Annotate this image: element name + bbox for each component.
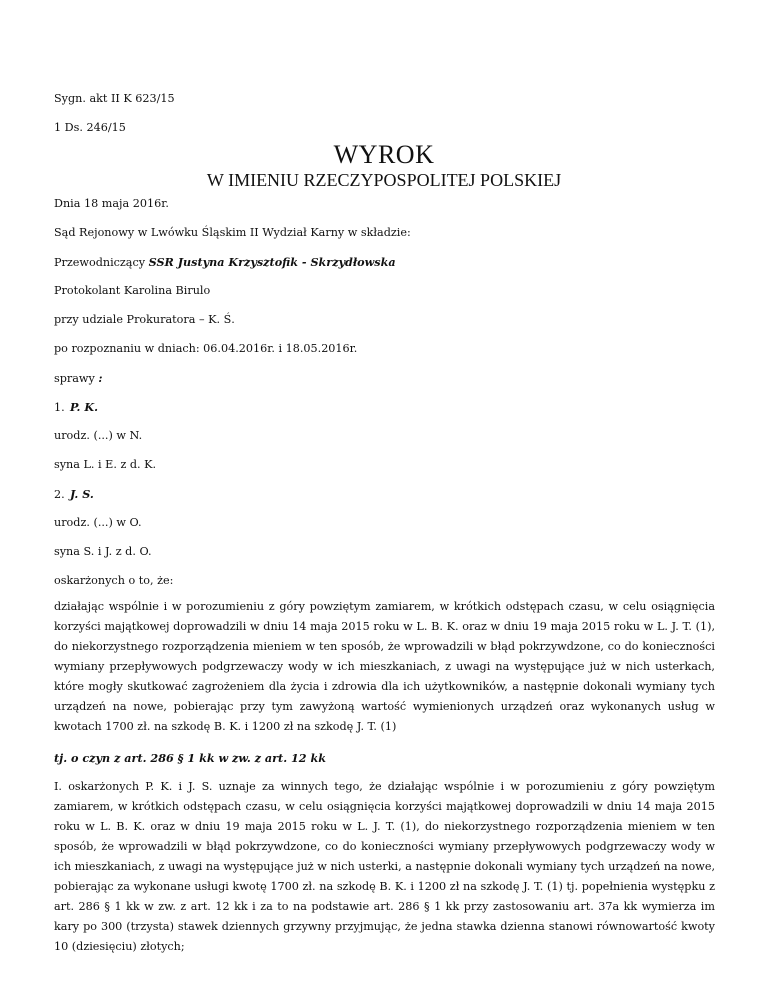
cases-label: sprawy bbox=[54, 372, 99, 385]
legal-qualification: tj. o czyn z art. 286 § 1 kk w zw. z art. 12 kk bbox=[54, 751, 326, 765]
ds-number: 1 Ds. 246/15 bbox=[54, 121, 126, 134]
defendant-2-header bbox=[54, 487, 94, 502]
date-line: Dnia 18 maja 2016r. bbox=[54, 197, 169, 210]
defendant-number: 2. bbox=[54, 488, 65, 501]
document-title: WYROK bbox=[333, 140, 435, 169]
chair-prefix: Przewodniczący bbox=[54, 256, 149, 269]
chair-line bbox=[54, 255, 396, 270]
case-signature: Sygn. akt II K 623/15 bbox=[54, 92, 175, 105]
defendant-2-born: urodz. (...) w O. bbox=[54, 516, 142, 529]
defendant-name: P. K. bbox=[70, 400, 98, 414]
accused-line: oskarżonych o to, że: bbox=[54, 574, 174, 587]
defendant-number: 1. bbox=[54, 401, 65, 414]
prosecutor-line: przy udziale Prokuratora – K. Ś. bbox=[54, 313, 235, 326]
recorder-line: Protokolant Karolina Birulo bbox=[54, 284, 211, 297]
cases-line bbox=[54, 371, 103, 386]
hearing-line: po rozpoznaniu w dniach: 06.04.2016r. i 18.05.2016r. bbox=[54, 342, 358, 355]
defendant-1-parents: syna L. i E. z d. K. bbox=[54, 458, 157, 471]
court-line: Sąd Rejonowy w Lwówku Śląskim II Wydział Karny w składzie: bbox=[54, 226, 411, 239]
document-subtitle: W IMIENIU RZECZYPOSPOLITEJ POLSKIEJ bbox=[206, 170, 562, 190]
defendant-1-born: urodz. (...) w N. bbox=[54, 429, 143, 442]
charge-paragraph: działając wspólnie i w porozumieniu z góry powziętym zamiarem, w krótkich odstępach czasu, w celu osiągnięcia korzyści majątkowej doprowadzili w dniu 14 maja 2015 roku w L. B. K. oraz w dniu 19 maja 2015 roku w L. J. T. (1), do niekorzystnego rozporządzenia mieniem w ten sposób, że wprowadzili w błąd pokrzywdzone, co do konieczności wymiany przepływowych podgrzewaczy wody w ich mieszkaniach, z uwagi na występujące już w nich usterkach, które mogły skutkować zagrożeniem dla życia i zdrowia dla ich użytkowników, a następnie dokonali wymiany tych urządzeń na nowe, pobierając przy tym zawyżoną wartość wymienionych urządzeń oraz wykonanych usług w kwotach 1700 zł. na szkodę B. K. i 1200 zł na szkodę J. T. (1) bbox=[54, 600, 715, 733]
cases-colon: : bbox=[98, 371, 103, 385]
chair-name: SSR Justyna Krzysztofik - Skrzydłowska bbox=[148, 255, 396, 269]
defendant-1-header bbox=[54, 400, 98, 415]
defendant-2-parents: syna S. i J. z d. O. bbox=[54, 545, 152, 558]
defendant-name: J. S. bbox=[70, 487, 94, 501]
verdict-paragraph: I. oskarżonych P. K. i J. S. uznaje za winnych tego, że działając wspólnie i w porozumieniu z góry powziętym zamiarem, w krótkich odstępach czasu, w celu osiągnięcia korzyści majątkowej doprowadzili w dniu 14 maja 2015 roku w L. B. K. oraz w dniu 19 maja 2015 roku w L. J. T. (1), do niekorzystnego rozporządzenia mieniem w ten sposób, że wprowadzili w błąd pokrzywdzone, co do konieczności wymiany przepływowych podgrzewaczy wody w ich mieszkaniach, z uwagi na występujące już w nich usterki, a następnie dokonali wymiany tych urządzeń na nowe, pobierając za wykonane usługi kwotę 1700 zł. na szkodę B. K. i 1200 zł na szkodę J. T. (1) tj. popełnienia występku z art. 286 § 1 kk w zw. z art. 12 kk i za to na podstawie art. 286 § 1 kk przy zastosowaniu art. 37a kk wymierza im kary po 300 (trzysta) stawek dziennych grzywny przyjmując, że jedna stawka dzienna stanowi równowartość kwoty 10 (dziesięciu) złotych; bbox=[54, 780, 715, 953]
